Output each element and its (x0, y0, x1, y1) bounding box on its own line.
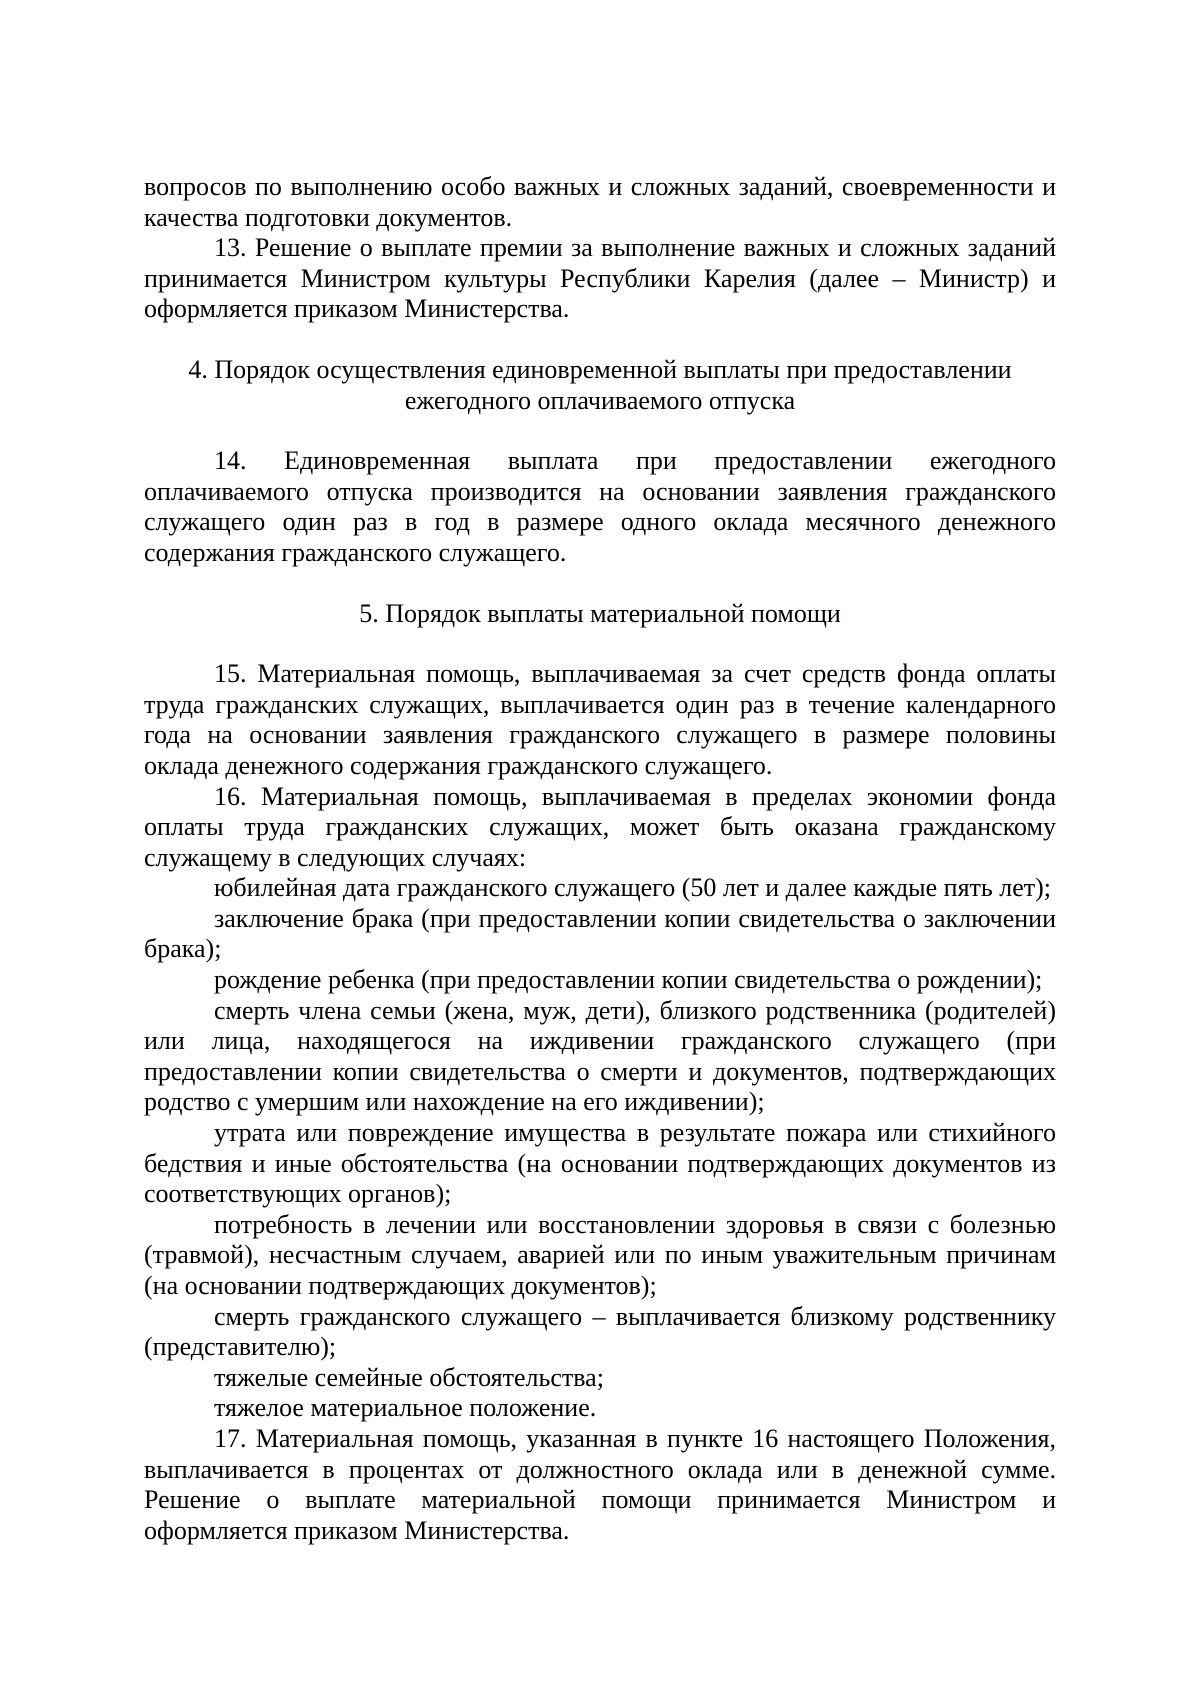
case-item: заключение брака (при предоставлении копии свидетельства о заключении брака); (144, 903, 1056, 964)
case-item: потребность в лечении или восстановлении здоровья в связи с болезнью (травмой), несчастным случаем, аварией или по иным уважительным причинам (на основании подтверждающих документов); (144, 1209, 1056, 1300)
paragraph-14: 14. Единовременная выплата при предоставлении ежегодного оплачиваемого отпуска производится на основании заявления гражданского служащего один раз в год в размере одного оклада месячного денежного содержания гражданского служащего. (144, 446, 1056, 567)
section-4-heading-line-2: ежегодного оплачиваемого отпуска (404, 385, 796, 415)
section-4-heading-line-1: 4. Порядок осуществления единовременной выплаты при предоставлении (188, 354, 1012, 384)
case-item: юбилейная дата гражданского служащего (50 лет и далее каждые пять лет); (214, 873, 1052, 903)
case-item: утрата или повреждение имущества в результате пожара или стихийного бедствия и иные обстоятельства (на основании подтверждающих документов из соответствующих органов); (144, 1118, 1056, 1209)
section-5-heading: 5. Порядок выплаты материальной помощи (359, 598, 841, 628)
section-4-heading (144, 355, 1056, 416)
document-body (144, 172, 1056, 1546)
paragraph-13: 13. Решение о выплате премии за выполнение важных и сложных заданий принимается Министром культуры Республики Карелия (далее – Министр) и оформляется приказом Министерства. (144, 233, 1056, 324)
paragraph-16: 16. Материальная помощь, выплачиваемая в пределах экономии фонда оплаты труда гражданских служащих, может быть оказана гражданскому служащему в следующих случаях: (144, 781, 1056, 872)
paragraph-15: 15. Материальная помощь, выплачиваемая за счет средств фонда оплаты труда гражданских служащих, выплачивается один раз в течение календарного года на основании заявления гражданского служащего в размере половины оклада денежного содержания гражданского служащего. (144, 659, 1056, 780)
section-5-heading-block (144, 599, 1056, 630)
paragraph-12-continuation: вопросов по выполнению особо важных и сложных заданий, своевременности и качества подготовки документов. (144, 172, 1056, 232)
case-item: смерть члена семьи (жена, муж, дети), близкого родственника (родителей) или лица, находящегося на иждивении гражданского служащего (при предоставлении копии свидетельства о смерти и документов, подтверждающих родство с умершим или нахождение на его иждивении); (144, 995, 1056, 1117)
case-item: рождение ребенка (при предоставлении копии свидетельства о рождении); (214, 965, 1043, 995)
case-item: тяжелые семейные обстоятельства; (214, 1362, 604, 1392)
case-item: тяжелое материальное положение. (214, 1393, 597, 1423)
paragraph-17: 17. Материальная помощь, указанная в пункте 16 настоящего Положения, выплачивается в процентах от должностного оклада или в денежной сумме. Решение о выплате материальной помощи принимается Министром и оформляется приказом Министерства. (144, 1423, 1056, 1545)
case-item: смерть гражданского служащего – выплачивается близкому родственнику (представителю); (144, 1301, 1056, 1362)
